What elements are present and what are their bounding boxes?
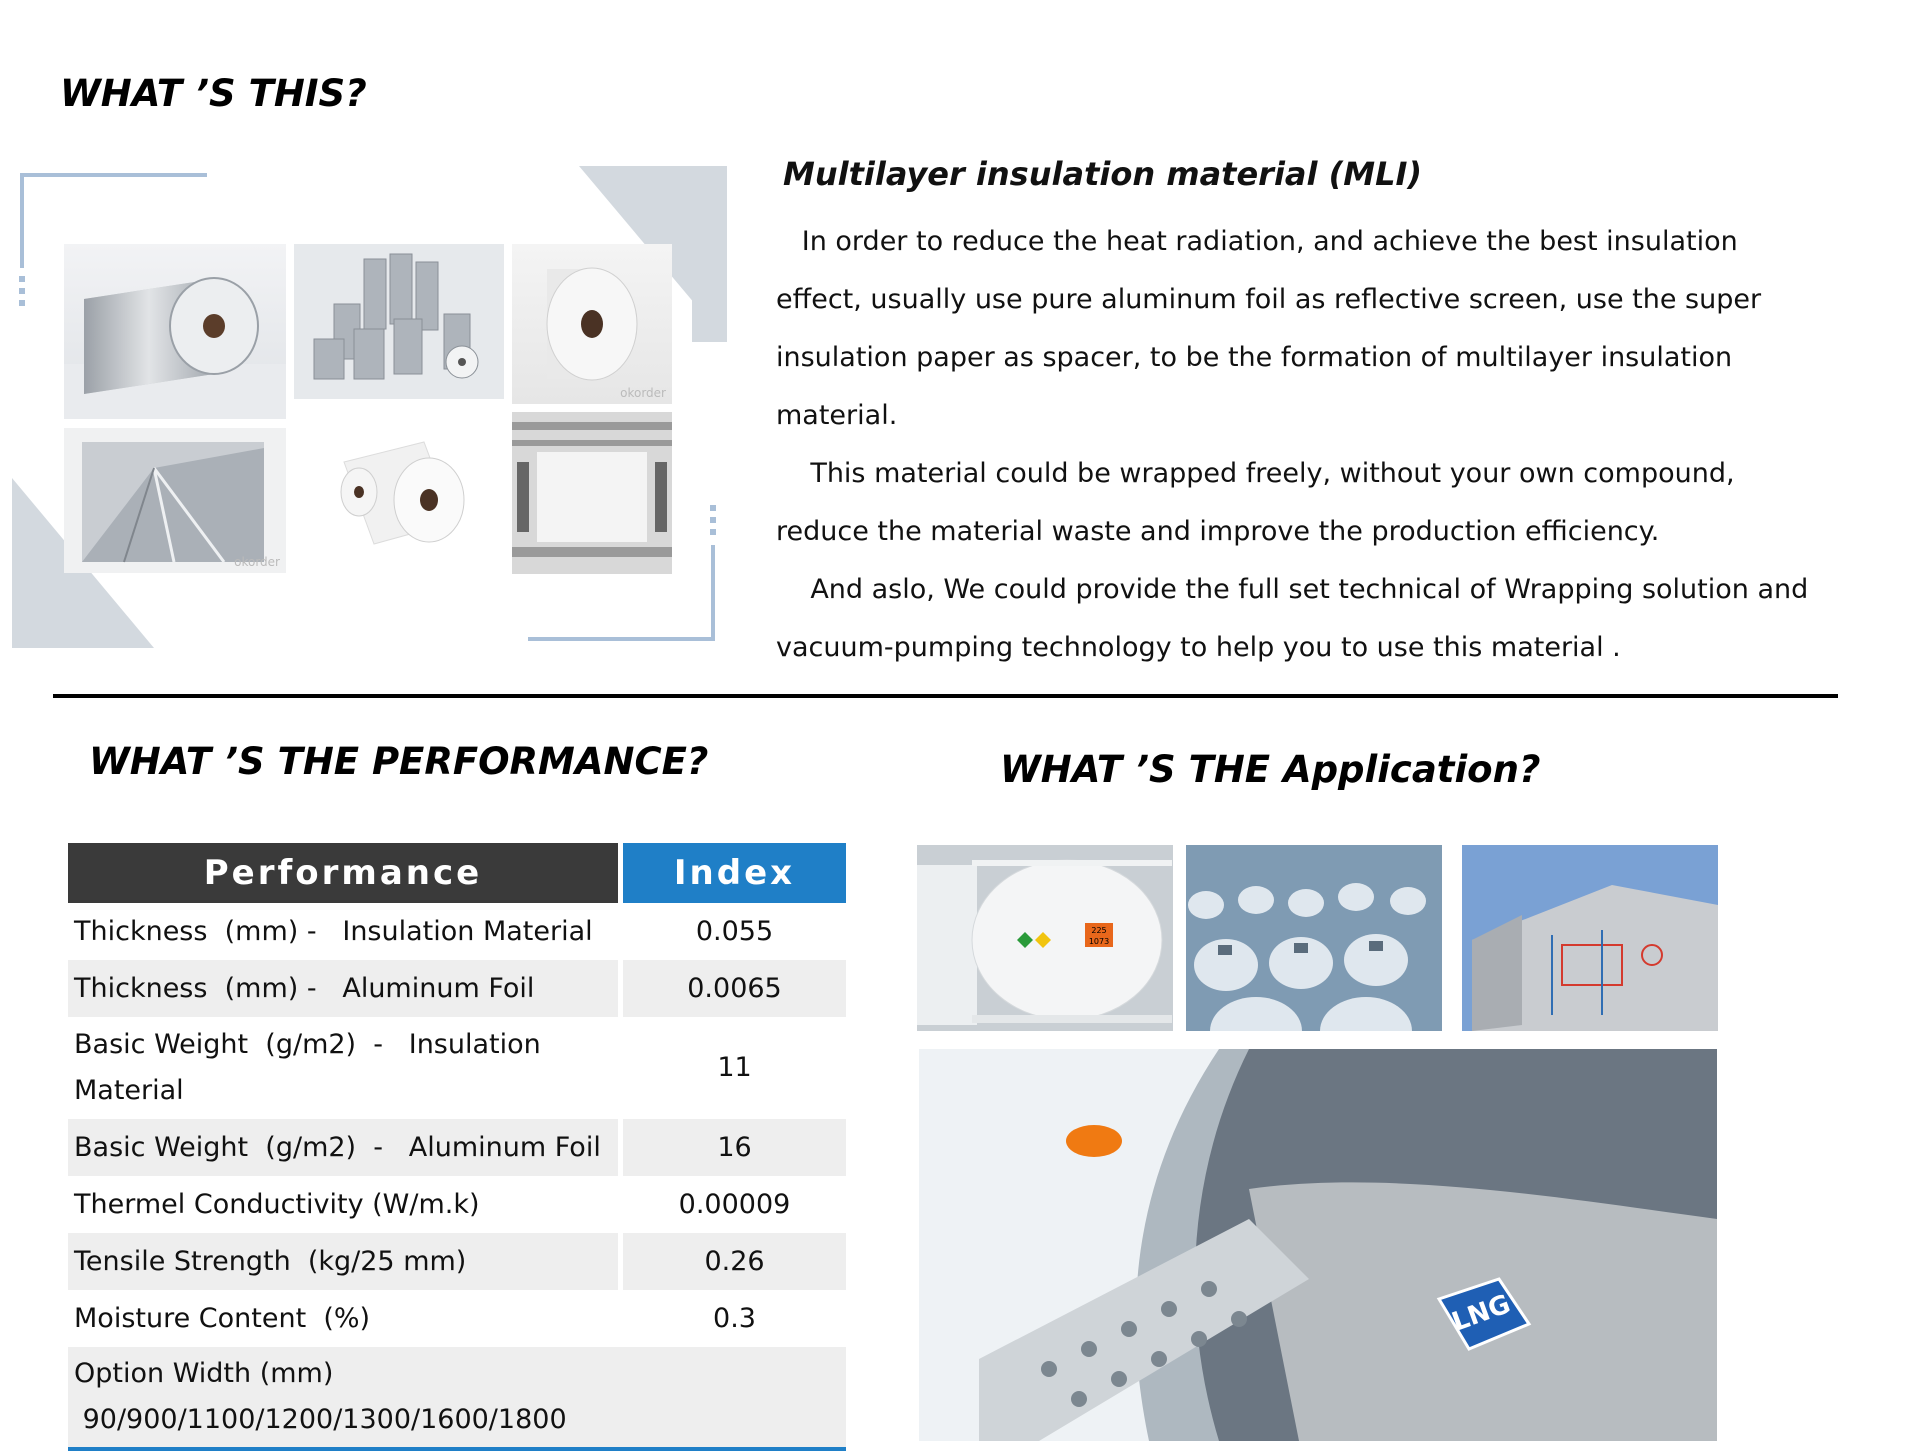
header-performance: Performance	[68, 843, 623, 903]
decor-gray-strip	[692, 166, 727, 342]
row-value: 0.055	[695, 916, 774, 947]
mli-line: This material could be wrapped freely, without your own compound,	[776, 458, 1735, 489]
mli-line: material.	[776, 400, 898, 431]
mli-description	[776, 213, 1809, 677]
row-label	[68, 1347, 846, 1451]
performance-table	[68, 843, 846, 1451]
photo-roll-group	[294, 244, 504, 399]
section-heading-what-this: WHAT ’S THIS?	[60, 72, 367, 115]
decor-dots-left	[19, 276, 25, 312]
photo-gas-cylinders	[1186, 845, 1442, 1031]
mli-line: effect, usually use pure aluminum foil as reflective screen, use the super	[776, 284, 1762, 315]
table-row	[68, 903, 846, 960]
row-label: Thermel Conductivity (W/m.k)	[68, 1176, 623, 1233]
hazard-label-bottom: 1073	[1088, 937, 1110, 946]
row-value: 0.00009	[678, 1189, 791, 1220]
photo-white-roll	[314, 422, 484, 562]
row-value: 0.0065	[623, 960, 846, 1017]
row-value: 16	[623, 1119, 846, 1176]
mli-line: reduce the material waste and improve the production efficiency.	[776, 516, 1660, 547]
photo-foil-sheet	[64, 428, 286, 573]
mli-line: In order to reduce the heat radiation, and achieve the best insulation	[776, 226, 1738, 257]
option-width-values: 90/900/1100/1200/1300/1600/1800	[74, 1404, 567, 1435]
section-heading-performance: WHAT ’S THE PERFORMANCE?	[89, 740, 709, 783]
row-label: Basic Weight (g/m2) - Aluminum Foil	[68, 1119, 623, 1176]
row-value: 0.26	[623, 1233, 846, 1290]
photo-foil-roll	[64, 244, 286, 419]
decor-line-right	[711, 545, 715, 641]
lng-badge-label: LNG	[1448, 1289, 1515, 1338]
row-label: Moisture Content (%)	[68, 1290, 623, 1347]
photo-paper-roll	[512, 244, 672, 404]
photo-tank-container	[917, 845, 1173, 1031]
table-row	[68, 1017, 846, 1119]
header-index: Index	[623, 843, 846, 903]
table-row	[68, 1347, 846, 1451]
decor-line-bottom	[528, 637, 715, 641]
photo-lng-truck	[919, 1049, 1717, 1441]
mli-title: Multilayer insulation material (MLI)	[783, 155, 1423, 193]
hazard-label-top: 225	[1091, 926, 1107, 935]
watermark-okorder: okorder	[620, 386, 666, 400]
mli-line: insulation paper as spacer, to be the formation of multilayer insulation	[776, 342, 1733, 373]
table-row	[68, 1119, 846, 1176]
decor-line-left	[20, 173, 24, 268]
table-row	[68, 1176, 846, 1233]
decor-dots-right	[710, 505, 716, 541]
decor-line-top	[20, 173, 207, 177]
row-label: Thickness (mm) - Insulation Material	[68, 903, 623, 960]
table-row	[68, 960, 846, 1017]
section-heading-application: WHAT ’S THE Application?	[1000, 748, 1541, 791]
row-label: Thickness (mm) - Aluminum Foil	[68, 960, 623, 1017]
table-row	[68, 1290, 846, 1347]
mli-line: And aslo, We could provide the full set technical of Wrapping solution and	[776, 574, 1809, 605]
option-width-label: Option Width (mm)	[74, 1358, 334, 1389]
photo-gas-container	[1462, 845, 1718, 1031]
row-value: 11	[717, 1052, 752, 1083]
photo-machine	[512, 412, 672, 574]
row-label: Tensile Strength (kg/25 mm)	[68, 1233, 623, 1290]
watermark-okorder: okorder	[234, 555, 280, 569]
mli-line: vacuum-pumping technology to help you to use this material .	[776, 632, 1621, 663]
row-label: Basic Weight (g/m2) - Insulation Material	[68, 1017, 623, 1119]
section-divider	[53, 694, 1838, 698]
table-row	[68, 1233, 846, 1290]
row-value: 0.3	[713, 1303, 756, 1334]
